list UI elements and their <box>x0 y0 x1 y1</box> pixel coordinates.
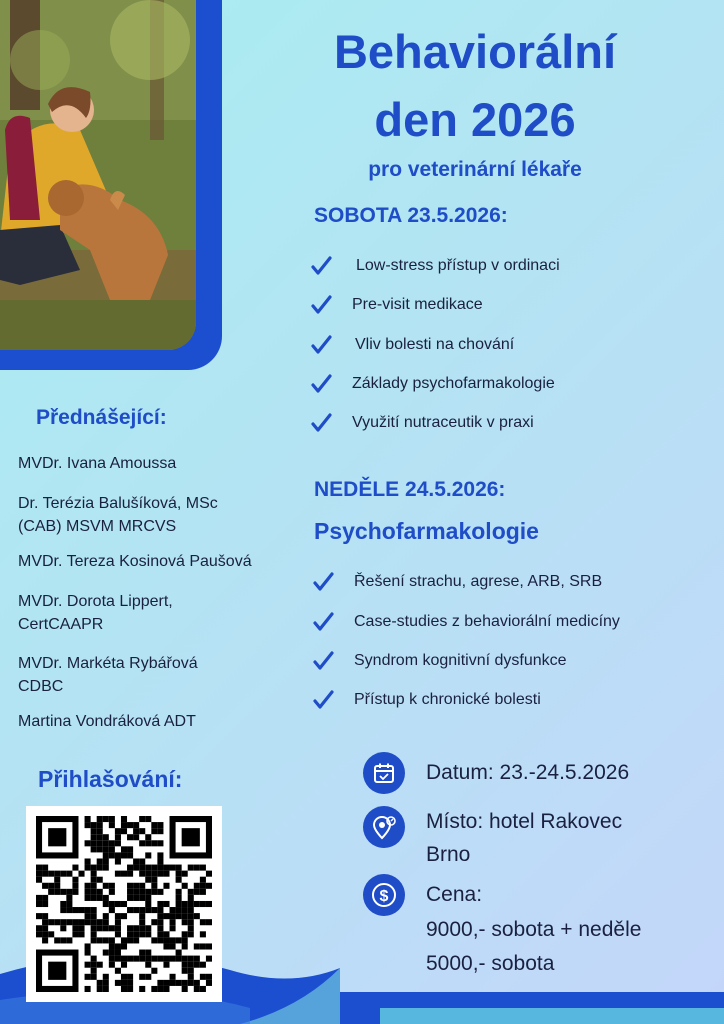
event-place-line1: Místo: hotel Rakovec <box>426 810 623 833</box>
saturday-heading: SOBOTA 23.5.2026: <box>314 204 508 227</box>
checkmark-icon <box>312 571 334 593</box>
speaker-name: Dr. Terézia Balušíková, MSc <box>18 495 218 512</box>
sunday-topic: Syndrom kognitivní dysfunkce <box>312 650 567 672</box>
price-label: Cena: <box>426 883 483 906</box>
speaker-name: MVDr. Markéta Rybářová <box>18 655 198 672</box>
checkmark-icon <box>312 611 334 633</box>
checkmark-icon <box>312 650 334 672</box>
checkmark-icon <box>312 689 334 711</box>
registration-label: Přihlašování: <box>38 766 183 792</box>
registration-qr-code[interactable] <box>26 806 222 1002</box>
svg-text:$: $ <box>379 888 389 905</box>
sunday-topic: Řešení strachu, agrese, ARB, SRB <box>312 571 602 593</box>
saturday-topic: Pre-visit medikace <box>310 294 483 316</box>
checkmark-icon <box>310 294 332 316</box>
event-title-line1: Behaviorální <box>333 25 617 78</box>
speakers-label: Přednášející: <box>36 406 167 429</box>
dollar-icon <box>363 874 405 916</box>
checkmark-icon <box>310 255 332 277</box>
location-pin-icon <box>363 806 405 848</box>
speaker-name: MVDr. Ivana Amoussa <box>18 455 177 472</box>
speaker-name: CDBC <box>18 678 64 695</box>
speaker-name: CertCAAPR <box>18 616 104 633</box>
speaker-name: (CAB) MSVM MRCVS <box>18 518 177 535</box>
price-saturday: 5000,- sobota <box>426 952 555 975</box>
calendar-icon <box>363 752 405 794</box>
event-title-line2: den 2026 <box>374 93 576 146</box>
speaker-name: MVDr. Dorota Lippert, <box>18 593 173 610</box>
saturday-topic: Využití nutraceutik v praxi <box>310 412 534 434</box>
sunday-topic: Přístup k chronické bolesti <box>312 689 541 711</box>
saturday-topic: Vliv bolesti na chování <box>310 334 514 356</box>
event-place-line2: Brno <box>426 843 471 866</box>
event-date: Datum: 23.-24.5.2026 <box>426 761 630 784</box>
speaker-name: MVDr. Tereza Kosinová Paušová <box>18 553 252 570</box>
saturday-topic: Low-stress přístup v ordinaci <box>310 255 560 277</box>
saturday-topic: Základy psychofarmakologie <box>310 373 555 395</box>
checkmark-icon <box>310 373 332 395</box>
speaker-name: Martina Vondráková ADT <box>18 713 196 730</box>
checkmark-icon <box>310 412 332 434</box>
price-weekend: 9000,- sobota + neděle <box>426 918 642 941</box>
photo-woman-with-dog <box>0 0 196 350</box>
sunday-heading: NEDĚLE 24.5.2026: <box>314 478 506 501</box>
event-subtitle: pro veterinární lékaře <box>368 158 582 181</box>
qr-code-pattern <box>36 816 212 992</box>
sunday-subheading: Psychofarmakologie <box>314 518 539 544</box>
sunday-topic: Case-studies z behaviorální medicíny <box>312 611 620 633</box>
checkmark-icon <box>310 334 332 356</box>
